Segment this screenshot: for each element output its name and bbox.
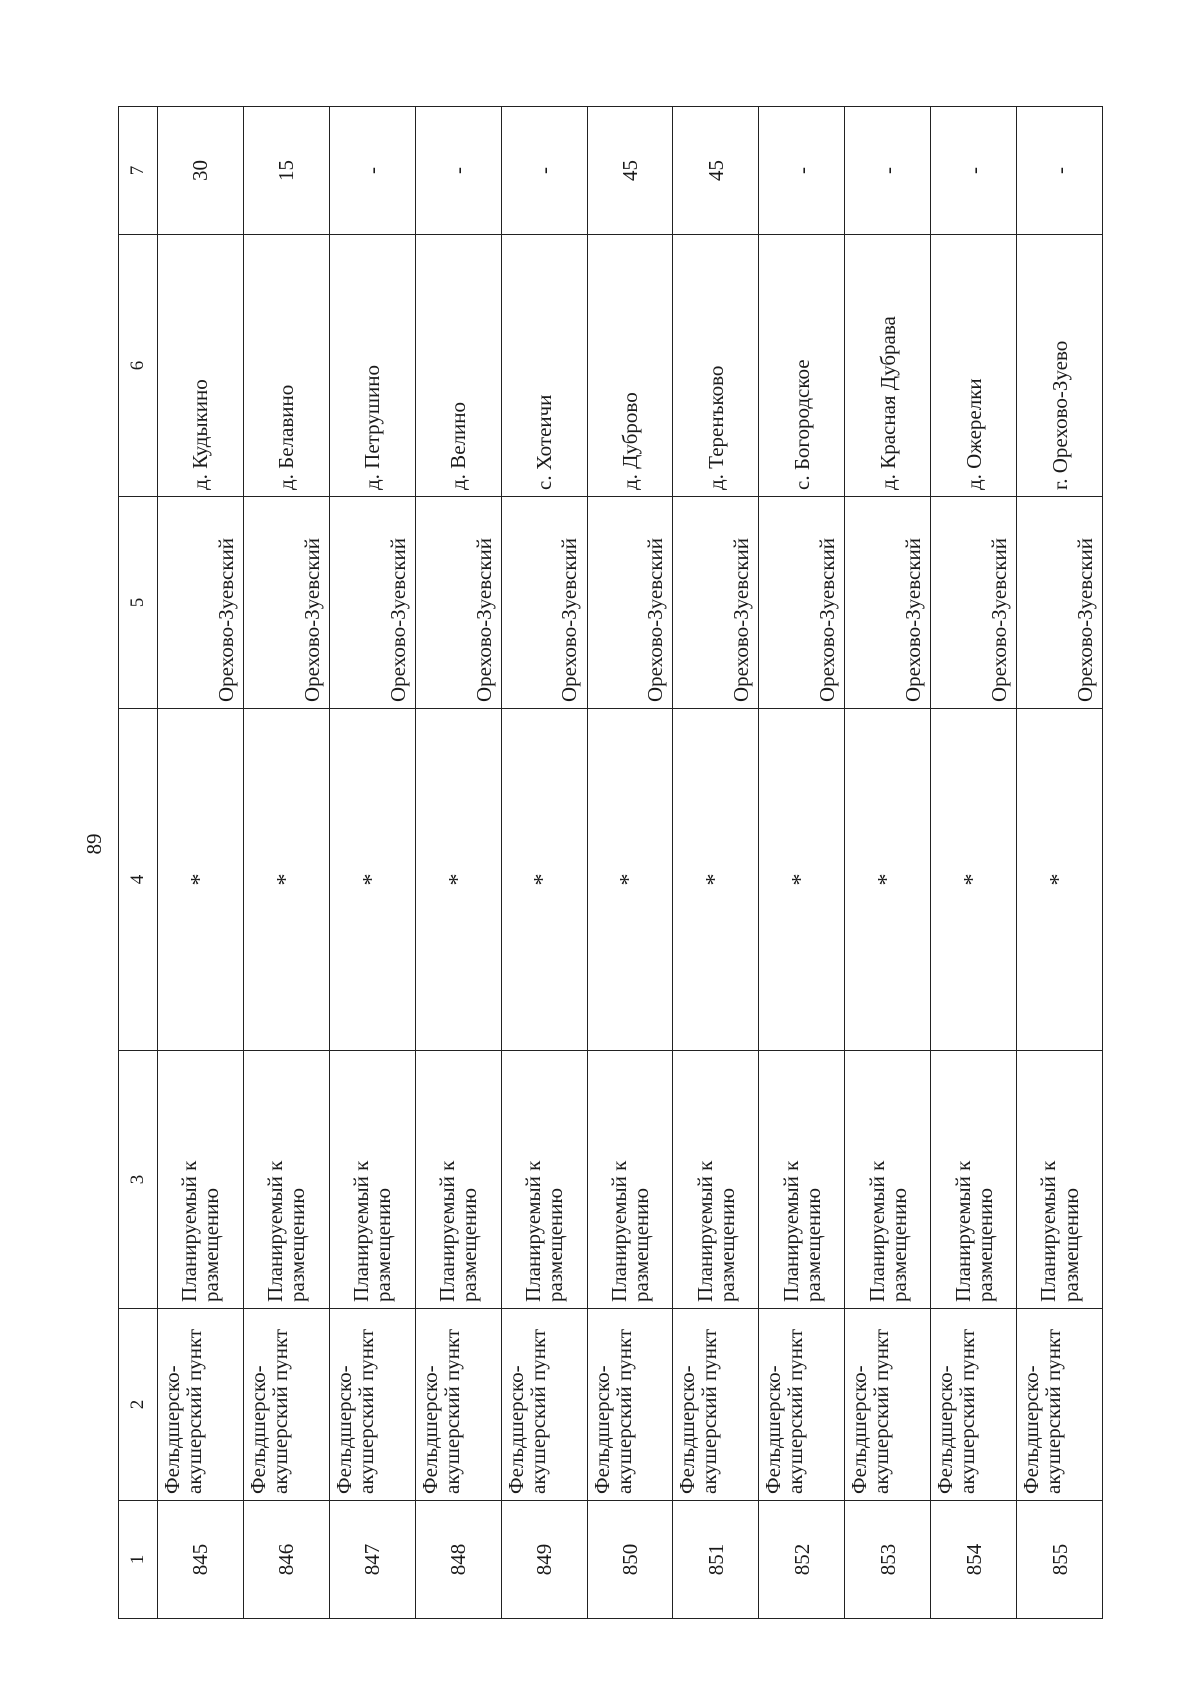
district-name: Орехово-Зуевский (243, 497, 329, 709)
facility-type: Фельдшерско-акушерский пункт (845, 1309, 931, 1501)
facility-status: Планируемый к размещению (845, 1051, 931, 1309)
locality-name: с. Хотеичи (501, 235, 587, 497)
mark-cell: * (1017, 709, 1103, 1051)
table-container (118, 107, 1103, 1619)
mark-cell: * (673, 709, 759, 1051)
column-header: 5 (119, 497, 158, 709)
locality-name: д. Петрушино (329, 235, 415, 497)
row-number: 846 (243, 1501, 329, 1619)
row-number: 853 (845, 1501, 931, 1619)
row-number: 847 (329, 1501, 415, 1619)
locality-name: д. Красная Дубрава (845, 235, 931, 497)
value-cell: - (845, 107, 931, 235)
facility-status: Планируемый к размещению (158, 1051, 244, 1309)
facility-status: Планируемый к размещению (931, 1051, 1017, 1309)
locality-name: с. Богородское (759, 235, 845, 497)
column-header: 2 (119, 1309, 158, 1501)
value-cell: - (329, 107, 415, 235)
column-header: 4 (119, 709, 158, 1051)
facility-type: Фельдшерско-акушерский пункт (1017, 1309, 1103, 1501)
row-number: 852 (759, 1501, 845, 1619)
mark-cell: * (931, 709, 1017, 1051)
district-name: Орехово-Зуевский (501, 497, 587, 709)
table-row (1017, 107, 1103, 1619)
locality-name: д. Белавино (243, 235, 329, 497)
value-cell: 15 (243, 107, 329, 235)
table-row (415, 107, 501, 1619)
table-row (845, 107, 931, 1619)
table-row (759, 107, 845, 1619)
locality-name: д. Теренъково (673, 235, 759, 497)
value-cell: - (415, 107, 501, 235)
table-row (501, 107, 587, 1619)
facility-status: Планируемый к размещению (587, 1051, 673, 1309)
mark-cell: * (501, 709, 587, 1051)
value-cell: - (931, 107, 1017, 235)
district-name: Орехово-Зуевский (845, 497, 931, 709)
column-header: 6 (119, 235, 158, 497)
row-number: 855 (1017, 1501, 1103, 1619)
district-name: Орехово-Зуевский (1017, 497, 1103, 709)
row-number: 849 (501, 1501, 587, 1619)
facility-status: Планируемый к размещению (415, 1051, 501, 1309)
value-cell: - (1017, 107, 1103, 235)
facility-status: Планируемый к размещению (243, 1051, 329, 1309)
locality-name: д. Кудыкино (158, 235, 244, 497)
facility-type: Фельдшерско-акушерский пункт (587, 1309, 673, 1501)
mark-cell: * (759, 709, 845, 1051)
facility-type: Фельдшерско-акушерский пункт (501, 1309, 587, 1501)
facility-type: Фельдшерско-акушерский пункт (931, 1309, 1017, 1501)
value-cell: 30 (158, 107, 244, 235)
mark-cell: * (243, 709, 329, 1051)
column-header: 7 (119, 107, 158, 235)
district-name: Орехово-Зуевский (673, 497, 759, 709)
value-cell: 45 (587, 107, 673, 235)
locality-name: г. Орехово-Зуево (1017, 235, 1103, 497)
facility-status: Планируемый к размещению (329, 1051, 415, 1309)
locality-name: д. Велино (415, 235, 501, 497)
facility-type: Фельдшерско-акушерский пункт (673, 1309, 759, 1501)
district-name: Орехово-Зуевский (587, 497, 673, 709)
district-name: Орехово-Зуевский (931, 497, 1017, 709)
mark-cell: * (587, 709, 673, 1051)
row-number: 854 (931, 1501, 1017, 1619)
row-number: 850 (587, 1501, 673, 1619)
locality-name: д. Дуброво (587, 235, 673, 497)
table-row (673, 107, 759, 1619)
column-header: 3 (119, 1051, 158, 1309)
facility-type: Фельдшерско-акушерский пункт (329, 1309, 415, 1501)
mark-cell: * (415, 709, 501, 1051)
facility-type: Фельдшерско-акушерский пункт (415, 1309, 501, 1501)
page-number: 89 (82, 833, 106, 855)
facility-status: Планируемый к размещению (501, 1051, 587, 1309)
facility-type: Фельдшерско-акушерский пункт (243, 1309, 329, 1501)
row-number: 845 (158, 1501, 244, 1619)
facilities-table (118, 106, 1103, 1619)
table-row (158, 107, 244, 1619)
district-name: Орехово-Зуевский (329, 497, 415, 709)
table-row (329, 107, 415, 1619)
district-name: Орехово-Зуевский (759, 497, 845, 709)
facility-type: Фельдшерско-акушерский пункт (158, 1309, 244, 1501)
mark-cell: * (845, 709, 931, 1051)
value-cell: - (759, 107, 845, 235)
row-number: 848 (415, 1501, 501, 1619)
facility-status: Планируемый к размещению (673, 1051, 759, 1309)
value-cell: - (501, 107, 587, 235)
district-name: Орехово-Зуевский (415, 497, 501, 709)
locality-name: д. Ожерелки (931, 235, 1017, 497)
facility-status: Планируемый к размещению (759, 1051, 845, 1309)
row-number: 851 (673, 1501, 759, 1619)
table-row (931, 107, 1017, 1619)
table-body (158, 107, 1103, 1619)
district-name: Орехово-Зуевский (158, 497, 244, 709)
header-row (119, 107, 158, 1619)
mark-cell: * (329, 709, 415, 1051)
facility-type: Фельдшерско-акушерский пункт (759, 1309, 845, 1501)
table-row (243, 107, 329, 1619)
mark-cell: * (158, 709, 244, 1051)
table-row (587, 107, 673, 1619)
facility-status: Планируемый к размещению (1017, 1051, 1103, 1309)
value-cell: 45 (673, 107, 759, 235)
column-header: 1 (119, 1501, 158, 1619)
